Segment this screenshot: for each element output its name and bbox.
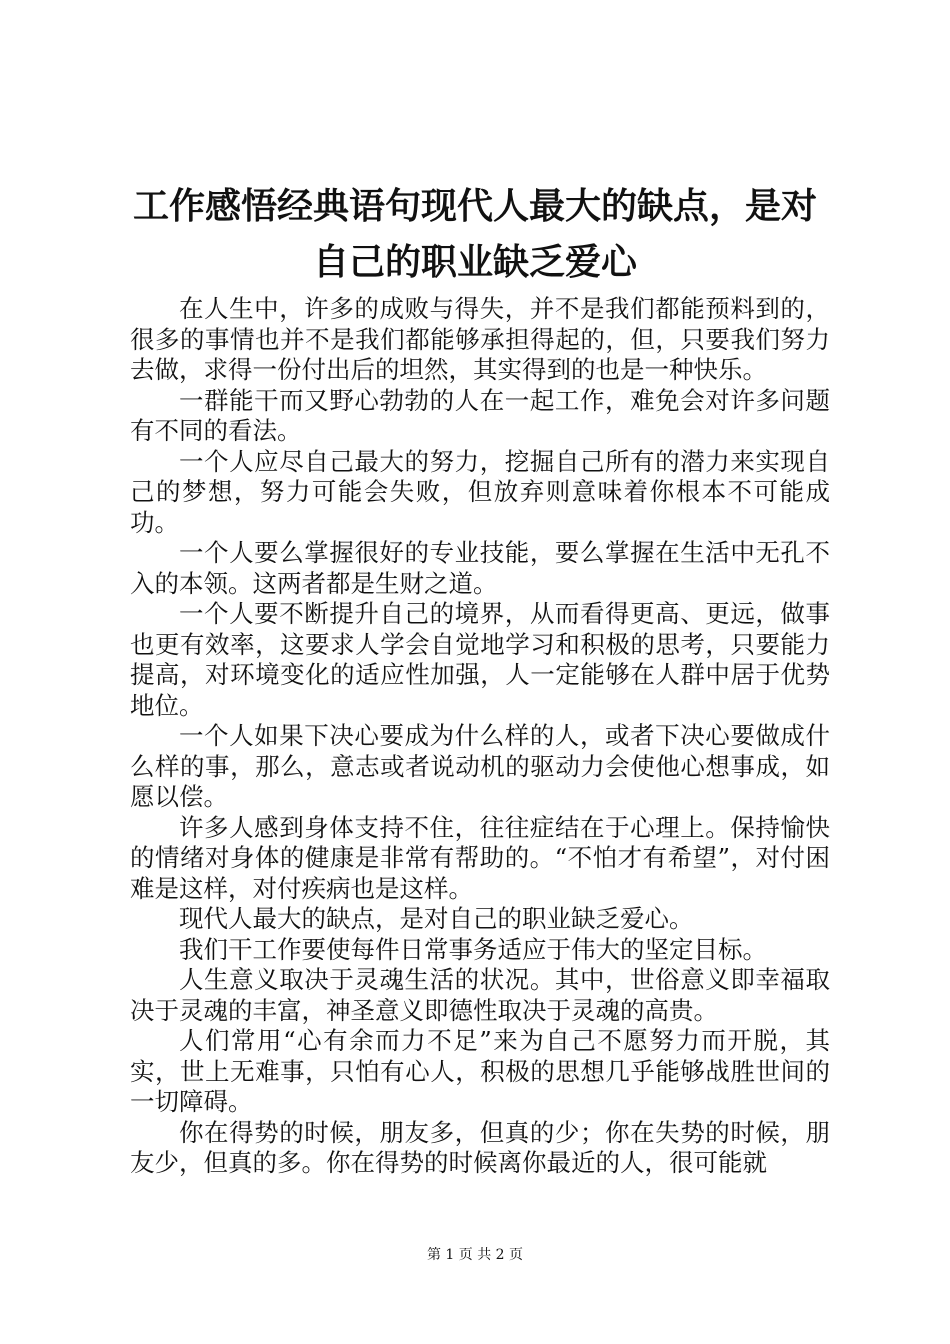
paragraph: 在人生中，许多的成败与得失，并不是我们都能预料到的，很多的事情也并不是我们都能够承担得起的，但，只要我们努力去做，求得一份付出后的坦然，其实得到的也是一种快乐。 — [130, 294, 830, 384]
paragraph: 人们常用“心有余而力不足”来为自己不愿努力而开脱，其实，世上无难事，只怕有心人，积极的思想几乎能够战胜世间的一切障碍。 — [130, 1026, 830, 1116]
paragraph: 一个人如果下决心要成为什么样的人，或者下决心要做成什么样的事，那么，意志或者说动机的驱动力会使他心想事成，如愿以偿。 — [130, 721, 830, 811]
paragraph: 我们干工作要使每件日常事务适应于伟大的坚定目标。 — [179, 934, 767, 964]
paragraph: 许多人感到身体支持不住，往往症结在于心理上。保持愉快的情绪对身体的健康是非常有帮助的。“不怕才有希望”，对付困难是这样，对付疾病也是这样。 — [130, 812, 830, 903]
page-footer: 第 1 页 共 2 页 — [426, 1247, 524, 1263]
document-body — [130, 294, 830, 1179]
paragraph: 你在得势的时候，朋友多，但真的少；你在失势的时候，朋友少，但真的多。你在得势的时候离你最近的人，很可能就 — [130, 1117, 830, 1177]
paragraph: 一群能干而又野心勃勃的人在一起工作，难免会对许多问题有不同的看法。 — [130, 385, 830, 445]
paragraph: 人生意义取决于灵魂生活的状况。其中，世俗意义即幸福取决于灵魂的丰富，神圣意义即德性取决于灵魂的高贵。 — [130, 965, 830, 1025]
paragraph: 一个人要么掌握很好的专业技能，要么掌握在生活中无孔不入的本领。这两者都是生财之道。 — [130, 538, 830, 598]
document-title: 工作感悟经典语句现代人最大的缺点，是对自己的职业缺乏爱心 — [132, 185, 817, 283]
paragraph: 一个人应尽自己最大的努力，挖掘自己所有的潜力来实现自己的梦想，努力可能会失败，但放弃则意味着你根本不可能成功。 — [130, 446, 830, 537]
paragraph: 现代人最大的缺点，是对自己的职业缺乏爱心。 — [179, 904, 694, 933]
paragraph: 一个人要不断提升自己的境界，从而看得更高、更远，做事也更有效率，这要求人学会自觉地学习和积极的思考，只要能力提高，对环境变化的适应性加强，人一定能够在人群中居于优势地位。 — [130, 599, 830, 720]
